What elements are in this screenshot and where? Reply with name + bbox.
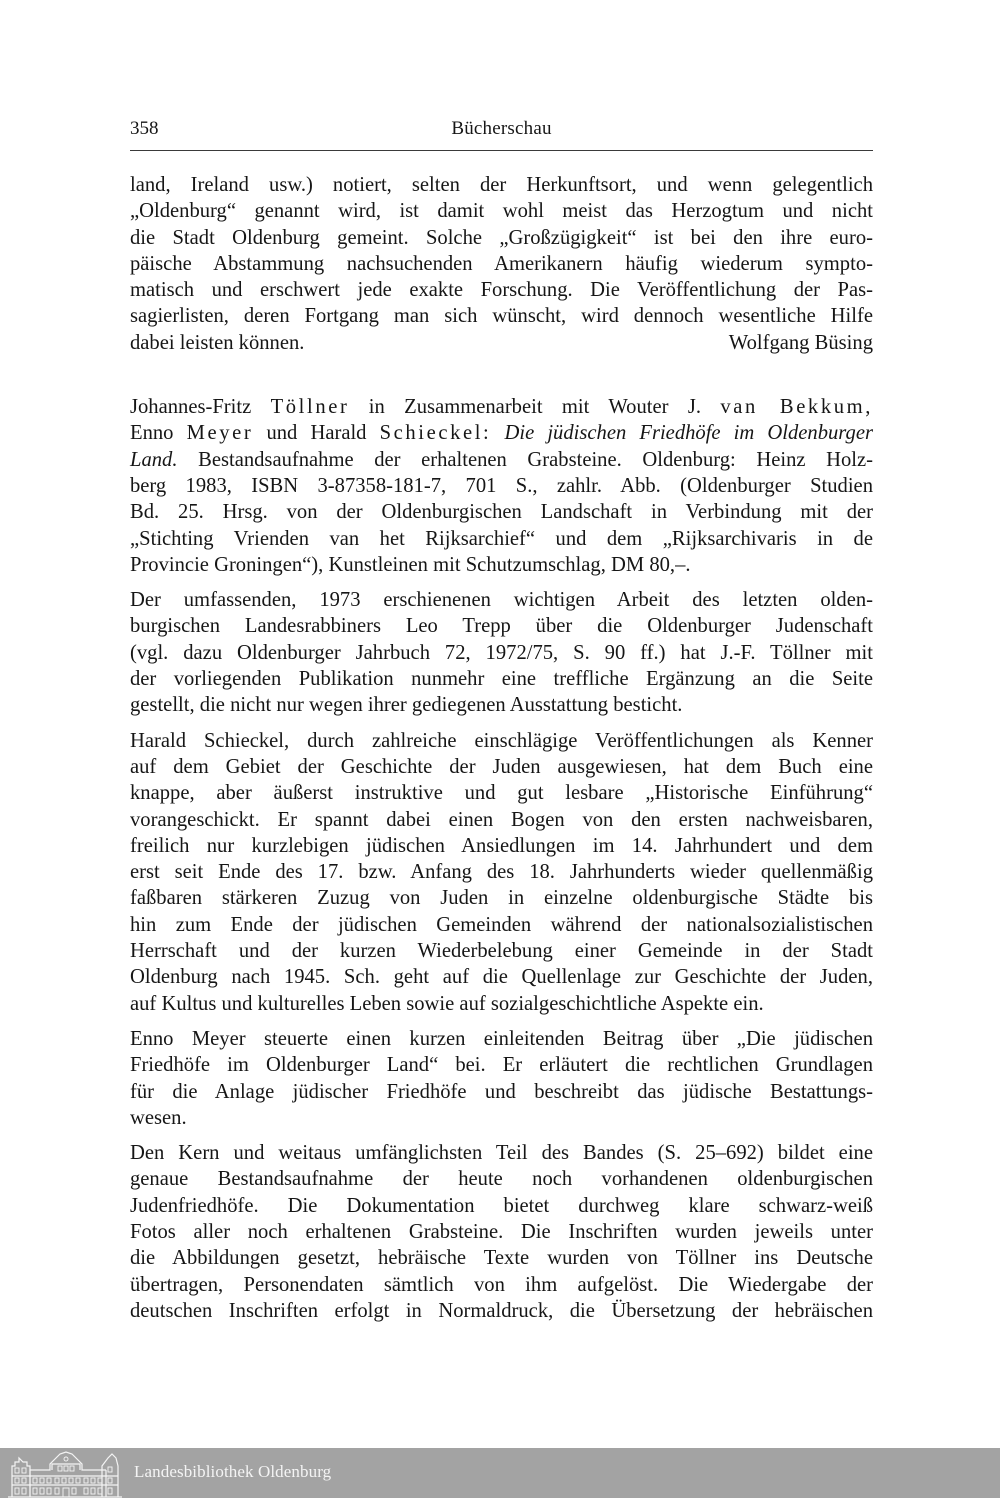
coauthor-name: Schieckel:: [379, 422, 492, 445]
citation-text: Johannes-Fritz: [130, 396, 271, 419]
text-line: matisch und erschwert jede exakte Forschung. Die Veröffentlichung der Pas-: [130, 279, 873, 302]
text-line: wesen.: [130, 1106, 187, 1129]
review-separator: [130, 356, 873, 394]
header-rule: [130, 150, 873, 151]
citation-line: [130, 394, 873, 420]
text-line: die Stadt Oldenburg gemeint. Solche „Großzügigkeit“ ist bei den ihre euro-: [130, 226, 873, 249]
text-line: Friedhöfe im Oldenburger Land“ bei. Er erläutert die rechtlichen Grundlagen: [130, 1054, 873, 1077]
text-line: Harald Schieckel, durch zahlreiche einschlägige Veröffentlichungen als Kenner: [130, 729, 873, 752]
text-line: Der umfassenden, 1973 erschienenen wichtigen Arbeit des letzten olden-: [130, 589, 873, 612]
page-number: 358: [130, 118, 159, 139]
text-line: dabei leisten können.: [130, 331, 305, 354]
page-header: [130, 118, 873, 144]
text-line: (vgl. dazu Oldenburger Jahrbuch 72, 1972/75, S. 90 ff.) hat J.-F. Töllner mit: [130, 641, 873, 664]
citation-line: Provincie Groningen“), Kunstleinen mit Schutzumschlag, DM 80,–.: [130, 553, 691, 576]
book-title: Die jüdischen Friedhöfe im Oldenburger: [491, 422, 874, 445]
text-line: die Abbildungen gesetzt, hebräische Texte wurden von Töllner ins Deutsche: [130, 1247, 873, 1270]
text-line: freilich nur kurzlebigen jüdischen Ansiedlungen im 14. Jahrhundert und dem: [130, 834, 873, 857]
citation-text: Bestandsaufnahme der erhaltenen Grabsteine. Oldenburg: Heinz Holz-: [177, 448, 873, 471]
text-line: sagierlisten, deren Fortgang man sich wünscht, wird dennoch wesentliche Hilfe: [130, 305, 873, 328]
text-line: land, Ireland usw.) notiert, selten der Herkunftsort, und wenn gelegentlich: [130, 174, 873, 196]
reviewer-signature: Wolfgang Büsing: [728, 331, 873, 354]
text-line: auf dem Gebiet der Geschichte der Juden ausgewiesen, hat dem Buch eine: [130, 755, 873, 778]
book-title: Land.: [130, 448, 178, 471]
text-line: hin zum Ende der jüdischen Gemeinden während der nationalsozialistischen: [130, 913, 873, 936]
text-line: knappe, aber äußerst instruktive und gut lesbare „Historische Einführung“: [130, 782, 873, 805]
text-line: auf Kultus und kulturelles Leben sowie auf sozialgeschichtliche Aspekte ein.: [130, 992, 764, 1015]
coauthor-name: Meyer: [186, 422, 254, 445]
text-line: der vorliegenden Publikation nunmehr eine treffliche Ergänzung an die Seite: [130, 668, 873, 691]
citation-line: [130, 447, 873, 473]
text-line: Fotos aller noch erhaltenen Grabsteine. Die Inschriften wurden jeweils unter: [130, 1220, 873, 1243]
author-name: Töllner: [270, 396, 350, 419]
citation-line: [130, 420, 873, 446]
text-line: gestellt, die nicht nur wegen ihrer gediegenen Ausstattung besticht.: [130, 694, 683, 717]
footer-label: Landesbibliothek Oldenburg: [134, 1462, 332, 1481]
text-line: Herrschaft und der kurzen Wiederbelebung einer Gemeinde in der Stadt: [130, 940, 873, 963]
text-line: „Oldenburg“ genannt wird, ist damit wohl meist das Herzogtum und nicht: [130, 200, 873, 223]
signature-line: [130, 330, 873, 356]
book-citation: [130, 394, 873, 578]
text-line: Oldenburg nach 1945. Sch. geht auf die Quellenlage zur Geschichte der Juden,: [130, 966, 873, 989]
text-line: Judenfriedhöfe. Die Dokumentation bietet durchweg klare schwarz-weiß: [130, 1194, 873, 1217]
citation-line: berg 1983, ISBN 3-87358-181-7, 701 S., zahlr. Abb. (Oldenburger Studien: [130, 474, 873, 497]
citation-text: in Zusammenarbeit mit Wouter J.: [349, 396, 721, 419]
paragraph: [130, 728, 873, 1017]
paragraph-gap: [130, 578, 873, 587]
text-line: Enno Meyer steuerte einen kurzen einleitenden Beitrag über „Die jüdischen: [130, 1027, 873, 1050]
text-line: genaue Bestandsaufnahme der heute noch vorhandenen oldenburgischen: [130, 1168, 873, 1191]
library-building-icon: [6, 1450, 124, 1498]
citation-text: Enno: [130, 422, 187, 445]
body-text: [130, 172, 873, 1324]
citation-text: und Harald: [253, 422, 380, 445]
running-title: Bücherschau: [451, 118, 552, 139]
text-line: deutschen Inschriften erfolgt in Normaldruck, die Übersetzung der hebräischen: [130, 1299, 873, 1322]
paragraph-gap: [130, 1131, 873, 1140]
paragraph-gap: [130, 1017, 873, 1026]
footer-bar: [0, 1448, 1000, 1498]
text-line: übertragen, Personendaten sämtlich von ihm aufgelöst. Die Wiedergabe der: [130, 1273, 873, 1296]
text-line: vorangeschickt. Er spannt dabei einen Bogen von den ersten nachweisbaren,: [130, 808, 873, 831]
text-line: päische Abstammung nachsuchenden Amerikanern häufig wiederum sympto-: [130, 252, 873, 275]
text-line: erst seit Ende des 17. bzw. Anfang des 18. Jahrhunderts wieder quellenmäßig: [130, 861, 873, 884]
text-line: burgischen Landesrabbiners Leo Trepp über die Oldenburger Judenschaft: [130, 615, 873, 638]
text-line: für die Anlage jüdischer Friedhöfe und beschreibt das jüdische Bestattungs-: [130, 1080, 873, 1103]
coauthor-name: van Bekkum,: [720, 396, 873, 419]
text-line: faßbaren stärkeren Zuzug von Juden in einzelne oldenburgische Städte bis: [130, 887, 873, 910]
paragraph: [130, 1140, 873, 1324]
citation-line: Bd. 25. Hrsg. von der Oldenburgischen Landschaft in Verbindung mit der: [130, 501, 873, 524]
previous-review-tail: [130, 172, 873, 356]
text-line: Den Kern und weitaus umfänglichsten Teil des Bandes (S. 25–692) bildet eine: [130, 1142, 873, 1165]
paragraph-gap: [130, 719, 873, 728]
paragraph: [130, 587, 873, 718]
citation-line: „Stichting Vrienden van het Rijksarchief“ und dem „Rijksarchivaris in de: [130, 527, 873, 550]
paragraph: [130, 1026, 873, 1131]
